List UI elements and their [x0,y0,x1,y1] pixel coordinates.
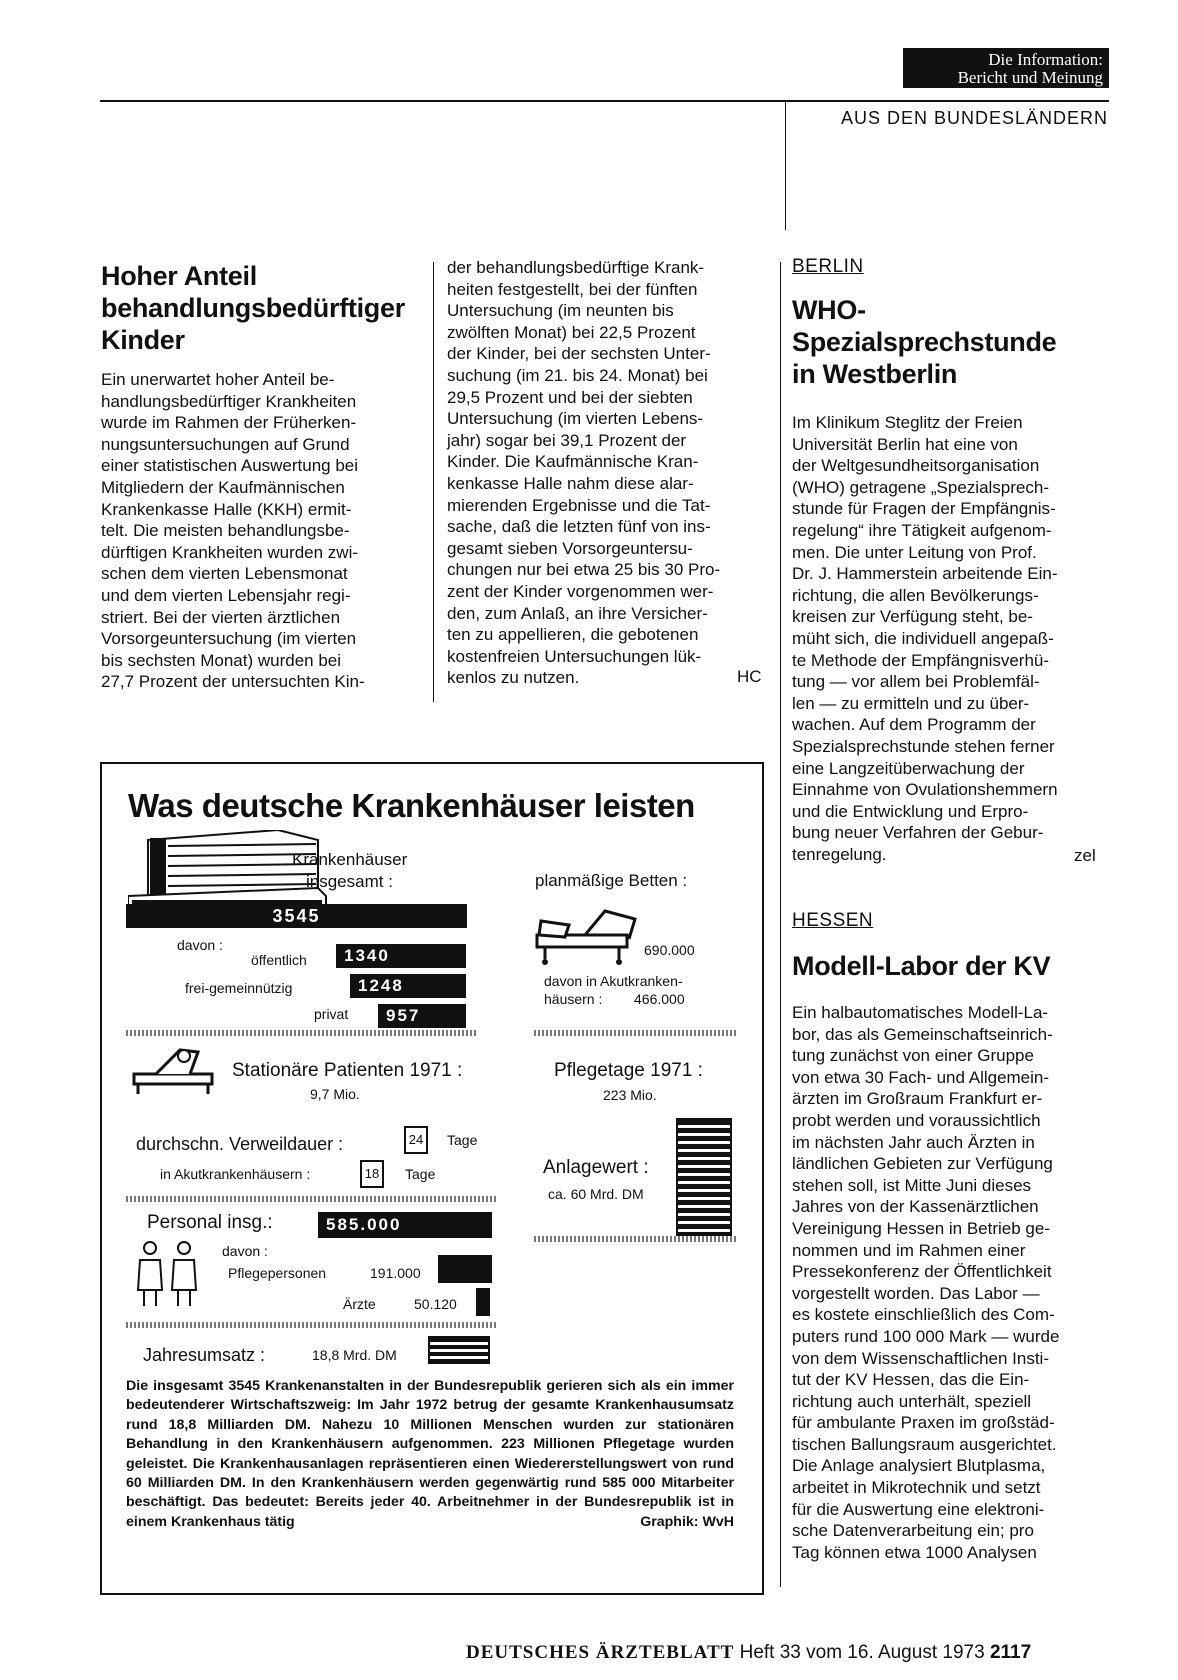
frei-label: frei-gemeinnützig [185,980,293,996]
text-line: im nächsten Jahr auch Ärzten in [792,1132,1035,1152]
asset-stack-icon [676,1118,732,1242]
text-line: striert. Bei der vierten ärztlichen [101,607,341,627]
article-signature: HC [737,667,762,686]
text-line: Die Anlage analysiert Blutplasma, [792,1456,1046,1476]
text-line: bung neuer Verfahren der Gebur- [792,823,1044,843]
article-column-2 [447,257,763,689]
text-line: eine Langzeitüberwachung der [792,758,1025,778]
text-line: es kostete einschließlich des Com- [792,1305,1055,1325]
beds-label: planmäßige Betten : [535,871,688,890]
text-line: bor, das als Gemeinschaftseinrich- [792,1024,1053,1044]
text-line: gesamt sieben Vorsorgeuntersu- [447,538,693,558]
text-line: für die Auswertung eine elektroni- [792,1499,1045,1519]
text-line: nungsuntersuchungen auf Grund [101,434,350,454]
hospitals-total-bar: 3545 [126,904,467,928]
text-line: Untersuchung (im neunten bis [447,301,674,321]
berlin-signature: zel [1074,846,1096,865]
kicker-berlin: BERLIN [792,256,864,277]
article-title-line: behandlungsbedürftiger [101,293,405,323]
text-line: einer statistischen Auswertung bei [101,456,359,476]
beds-value: 690.000 [644,942,695,958]
text-line: nommen und im Rahmen einer [792,1240,1026,1260]
text-line: Mitgliedern der Kaufmännischen [101,477,345,497]
oeffentlich-bar: 1340 [336,944,466,968]
text-line: 27,7 Prozent der untersuchten Kin- [101,672,365,692]
text-line: zent der Kinder vorgenommen wer- [447,581,714,601]
text-line: von dem Wissenschaftlichen Insti- [792,1348,1049,1368]
text-line: zwölften Monat) bei 22,5 Prozent [447,322,696,342]
text-line: von etwa 30 Fach- und Allgemein- [792,1067,1050,1087]
text-line: schen dem vierten Lebensmonat [101,564,348,584]
text-line: Vorsorgeuntersuchung (im vierten [101,629,357,649]
text-line: suchung (im 21. bis 24. Monat) bei [447,365,708,385]
hospital-building-illustration [128,830,328,914]
stay-calendar: 24 [404,1126,428,1154]
bed-icon [535,905,645,967]
stay-acute-label: in Akutkrankenhäusern : [160,1166,311,1182]
text-line: men. Die unter Leitung von Prof. [792,542,1037,562]
section-line-2: Bericht und Meinung [957,68,1103,87]
text-line: für ambulante Praxen im großstäd- [792,1413,1055,1433]
text-line: te Methode der Empfängnisverhü- [792,650,1050,670]
divider-stripe [126,1196,496,1202]
nurses-label: Pflegepersonen [228,1265,327,1281]
text-line: tischen Ballungsraum ausgerichtet. [792,1434,1057,1454]
staff-total-bar: 585.000 [318,1212,492,1238]
text-line: kostenfreien Untersuchungen lük- [447,646,702,666]
text-line: ärzten im Großraum Frankfurt er- [792,1089,1043,1109]
text-line: mierenden Ergebnisse und die Tat- [447,495,711,515]
text-line: dürftigen Krankheiten wurden zwi- [101,542,359,562]
nurses-value: 191.000 [370,1265,421,1281]
column-rule-2 [780,262,781,1587]
top-vertical-rule [785,100,786,230]
text-line: bis sechsten Monat) wurden bei [101,650,342,670]
davon-label: davon : [177,937,223,953]
hospitals-label-1: Krankenhäuser [292,850,408,869]
magazine-name: DEUTSCHES ÄRZTEBLATT [466,1642,735,1663]
text-line: len — zu ermitteln und zu über- [792,693,1030,713]
beds-acute-value: 466.000 [634,991,685,1007]
text-line: den, zum Anlaß, an ihre Versicher- [447,603,708,623]
top-rule [100,100,1109,102]
text-line: Untersuchung (im vierten Lebens- [447,409,704,429]
patient-bed-icon [128,1040,224,1100]
section-line-1: Die Information: [988,50,1103,69]
text-line: tenregelung. [792,844,887,864]
stay-acute-unit: Tage [405,1166,436,1182]
stay-label: durchschn. Verweildauer : [136,1134,344,1154]
text-line: der behandlungsbedürftige Krank- [447,258,705,277]
text-line: tut der KV Hessen, das die Ein- [792,1370,1030,1390]
text-line: sche Datenverarbeitung ein; pro [792,1521,1034,1541]
text-line: der Kinder, bei der sechsten Unter- [447,344,711,364]
revenue-value: 18,8 Mrd. DM [312,1347,397,1363]
stay-acute-calendar: 18 [360,1160,384,1188]
text-line: und die Entwicklung und Erpro- [792,801,1029,821]
text-line: probt werden und voraussichtlich [792,1110,1041,1130]
text-line: handlungsbedürftiger Krankheiten [101,391,357,411]
text-line: telt. Die meisten behandlungsbe- [101,521,350,541]
hospitals-label-2: insgesamt : [306,872,393,891]
infographic-caption [126,1377,734,1532]
text-line: (WHO) getragene „Spezialsprech- [792,477,1049,497]
infographic-title: Was deutsche Krankenhäuser leisten [128,787,695,824]
text-line: wachen. Auf dem Programm der [792,715,1036,735]
doctors-bar [476,1288,490,1316]
berlin-title-line: in Westberlin [792,359,958,389]
beds-acute-label-1: davon in Akutkranken- [544,973,683,989]
text-line: stunde für Fragen der Empfängnis- [792,499,1056,519]
footer [466,1642,1031,1664]
text-line: tung — vor allem bei Problemfäl- [792,672,1040,692]
patients-label: Stationäre Patienten 1971 : [232,1060,463,1081]
text-line: kreisen zur Verfügung steht, be- [792,607,1033,627]
divider-stripe [534,1236,738,1242]
text-line: Ein halbautomatisches Modell-La- [792,1003,1049,1022]
text-line: ländlichen Gebieten zur Verfügung [792,1154,1053,1174]
text-line: Jahres von der Kassenärztlichen [792,1197,1039,1217]
hessen-body [792,1002,1108,1563]
doctors-value: 50.120 [414,1296,457,1312]
text-line: Ein unerwartet hoher Anteil be- [101,370,335,389]
divider-stripe [126,1322,496,1328]
asset-value: ca. 60 Mrd. DM [548,1186,644,1202]
text-line: müht sich, die individuell angepaß- [792,628,1054,648]
text-line: sache, daß die letzten fünf von ins- [447,517,711,537]
privat-label: privat [314,1006,349,1022]
asset-label: Anlagewert : [543,1157,649,1178]
text-line: Tag können etwa 1000 Analysen [792,1542,1037,1562]
caredays-value: 223 Mio. [603,1087,657,1103]
text-line: Einnahme von Ovulationshemmern [792,780,1058,800]
staff-label: Personal insg.: [147,1212,273,1233]
text-line: puters rund 100 000 Mark — wurde [792,1326,1060,1346]
text-line: wurde im Rahmen der Früherken- [101,413,357,433]
staff-davon-label: davon : [222,1243,268,1259]
oeffentlich-label: öffentlich [251,952,307,968]
revenue-stack-icon [428,1336,490,1364]
text-line: richtung, die allen Bevölkerungs- [792,585,1039,605]
text-line: 29,5 Prozent und bei der siebten [447,387,693,407]
text-line: Spezialsprechstunde stehen ferner [792,736,1055,756]
text-line: Kinder. Die Kaufmännische Kran- [447,452,699,472]
kicker-hessen: HESSEN [792,910,874,931]
text-line: vorgestellt worden. Das Labor — [792,1283,1040,1303]
text-line: Vereinigung Hessen in Betrieb ge- [792,1218,1050,1238]
text-line: Krankenkasse Halle (KKH) ermit- [101,499,352,519]
text-line: richtung auch unterhält, speziell [792,1391,1032,1411]
text-line: tung zunächst von einer Gruppe [792,1046,1034,1066]
issue-info: Heft 33 vom 16. August 1973 [739,1642,985,1663]
caption-text: Die insgesamt 3545 Krankenanstalten in der Bundesrepublik gerieren sich als ein immer bedeutenderer Wirtschaftszweig: Im Jahr 1972 betrug der gesamte Krankenhausumsatz rund 18,8 Milliarden DM. Nahezu 10 Millionen Menschen wurden zur stationären Behandlung in den Krankenhäusern aufgenommen. 223 Millionen Pflegetage wurden geleistet. Die Krankenhausanlagen repräsentieren einen Wiedererstellungswert von rund 60 Milliarden DM. In den Krankenhäusern werden gegenwärtig rund 585 000 Mitarbeiter beschäftigt. Das bedeutet: Bereits jeder 40. Arbeitnehmer in der Bundesrepublik ist in einem Krankenhaus tätig [126,1378,734,1530]
page-number: 2117 [989,1642,1032,1663]
text-line: regelung“ ihre Tätigkeit aufgenom- [792,520,1052,540]
text-line: Dr. J. Hammerstein arbeitende Ein- [792,564,1058,584]
text-line: Pressekonferenz der Öffentlichkeit [792,1262,1052,1282]
stay-unit: Tage [447,1132,478,1148]
privat-bar: 957 [378,1004,466,1028]
staff-figures-icon [136,1240,200,1310]
text-line: kenlos zu nutzen. [447,668,580,688]
section-badge [903,48,1109,88]
nurses-bar [438,1255,492,1283]
doctors-label: Ärzte [343,1296,376,1312]
divider-stripe [126,1030,476,1036]
patients-value: 9,7 Mio. [310,1086,360,1102]
text-line: Im Klinikum Steglitz der Freien [792,413,1023,432]
caption-credit: Graphik: WvH [640,1513,734,1530]
frei-bar: 1248 [350,974,466,998]
caredays-label: Pflegetage 1971 : [554,1060,703,1081]
column-rule-1 [433,262,434,702]
text-line: und dem vierten Lebensjahr regi- [101,585,351,605]
text-line: jahr) sogar bei 39,1 Prozent der [447,430,687,450]
text-line: arbeitet in Mikrotechnik und setzt [792,1478,1041,1498]
article-title [101,260,423,356]
text-line: chungen nur bei etwa 25 bis 30 Pro- [447,560,721,580]
berlin-title-line: Spezialsprechstunde [792,327,1057,357]
revenue-label: Jahresumsatz : [143,1345,266,1365]
article-title-line: Hoher Anteil [101,261,257,291]
text-line: heiten festgestellt, bei der fünften [447,279,698,299]
divider-stripe [534,1030,738,1036]
region-label: AUS DEN BUNDESLÄNDERN [840,108,1108,128]
text-line: ten zu appellieren, die gebotenen [447,625,699,645]
article-title-line: Kinder [101,325,185,355]
berlin-title-line: WHO- [792,295,866,325]
text-line: kenkasse Halle nahm diese alar- [447,473,694,493]
article-column-1 [101,369,423,693]
text-line: stehen soll, ist Mitte Juni dieses [792,1175,1032,1195]
berlin-title [792,294,1108,390]
text-line: der Weltgesundheitsorganisation [792,456,1040,476]
hessen-title: Modell-Labor der KV [792,951,1051,981]
text-line: Universität Berlin hat eine von [792,434,1018,454]
berlin-body [792,412,1108,865]
beds-acute-label-2: häusern : [544,991,603,1007]
